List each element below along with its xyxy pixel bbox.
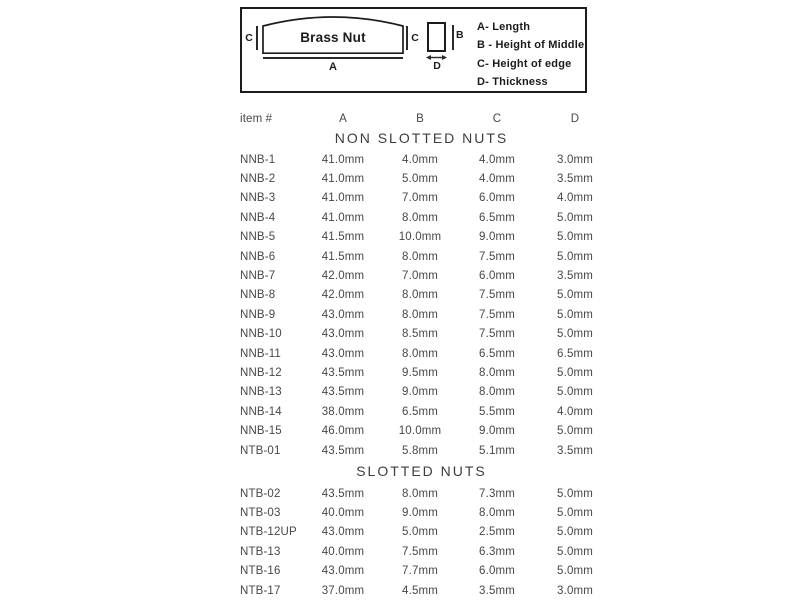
dimension-cell: 7.0mm (402, 270, 438, 283)
dimension-cell: 43.0mm (321, 347, 365, 360)
dimension-cell: 6.0mm (479, 192, 515, 205)
dimension-cell: 8.0mm (402, 308, 438, 321)
dimension-cell: 4.0mm (479, 153, 515, 166)
diagram-box (240, 7, 587, 93)
dimension-cell: 41.5mm (321, 250, 365, 263)
dimension-cell: 2.5mm (479, 526, 515, 539)
dimension-cell: 43.0mm (321, 308, 365, 321)
dimension-cell: 5.0mm (557, 308, 593, 321)
dimension-cell: 3.5mm (557, 173, 593, 186)
dimension-cell: 41.5mm (321, 231, 365, 244)
table-row (240, 169, 613, 188)
c-label-right: C (411, 32, 419, 44)
dimension-cell: 4.0mm (557, 405, 593, 418)
table-row (240, 363, 613, 382)
dimension-cell: 43.5mm (321, 444, 365, 457)
item-id-cell: NTB-01 (240, 444, 281, 457)
table-row (240, 344, 613, 363)
dimension-cell: 41.0mm (321, 192, 365, 205)
dimension-cell: 43.0mm (321, 328, 365, 341)
dimension-cell: 4.0mm (557, 192, 593, 205)
item-id-cell: NNB-14 (240, 405, 282, 418)
dimension-cell: 8.0mm (402, 347, 438, 360)
dimension-cell: 40.0mm (321, 545, 365, 558)
table-row (240, 503, 613, 522)
item-id-cell: NNB-6 (240, 250, 276, 263)
dimension-cell: 8.0mm (479, 386, 515, 399)
dimension-cell: 5.0mm (557, 289, 593, 302)
dimension-cell: 7.5mm (479, 308, 515, 321)
dimension-cell: 8.0mm (402, 211, 438, 224)
item-id-cell: NTB-02 (240, 487, 281, 500)
dimension-cell: 4.0mm (479, 173, 515, 186)
dimension-cell: 42.0mm (321, 270, 365, 283)
dimension-cell: 4.5mm (402, 584, 438, 597)
dimension-cell: 4.0mm (402, 153, 438, 166)
dimension-cell: 8.0mm (479, 507, 515, 520)
section-title-non-slotted: NON SLOTTED NUTS (334, 130, 509, 146)
table-row (240, 484, 613, 503)
dimension-cell: 41.0mm (321, 153, 365, 166)
header-col-c: C (492, 113, 502, 125)
a-dimension-line (263, 57, 403, 59)
dimension-cell: 6.0mm (479, 565, 515, 578)
table-row (240, 325, 613, 344)
dimension-cell: 5.0mm (557, 545, 593, 558)
item-id-cell: NNB-3 (240, 192, 276, 205)
dimension-cell: 9.5mm (402, 366, 438, 379)
dimension-cell: 10.0mm (398, 425, 442, 438)
dimension-cell: 8.0mm (479, 366, 515, 379)
c-dimension-line-right (406, 26, 408, 50)
dimension-cell: 5.0mm (402, 526, 438, 539)
dimension-cell: 5.0mm (557, 507, 593, 520)
dimension-cell: 43.5mm (321, 487, 365, 500)
item-id-cell: NNB-5 (240, 231, 276, 244)
dimension-cell: 38.0mm (321, 405, 365, 418)
dimension-cell: 7.5mm (479, 289, 515, 302)
item-id-cell: NNB-8 (240, 289, 276, 302)
table-row (240, 189, 613, 208)
header-col-d: D (570, 113, 580, 125)
dimension-cell: 6.5mm (557, 347, 593, 360)
dimension-cell: 9.0mm (479, 425, 515, 438)
dimension-cell: 6.0mm (479, 270, 515, 283)
dimension-cell: 5.0mm (557, 211, 593, 224)
item-id-cell: NNB-15 (240, 425, 282, 438)
dimension-cell: 41.0mm (321, 211, 365, 224)
dimension-cell: 5.0mm (557, 425, 593, 438)
dimension-cell: 5.0mm (557, 328, 593, 341)
dimension-cell: 5.0mm (557, 231, 593, 244)
table-row (240, 441, 613, 460)
dimension-cell: 5.0mm (557, 565, 593, 578)
dimension-cell: 9.0mm (402, 386, 438, 399)
table-row (240, 542, 613, 561)
dimension-cell: 7.5mm (479, 328, 515, 341)
item-id-cell: NNB-10 (240, 328, 282, 341)
section-rows-slotted (0, 484, 800, 600)
header-item-number: item # (240, 113, 273, 125)
table-row (240, 247, 613, 266)
item-id-cell: NTB-03 (240, 507, 281, 520)
legend-item-height-edge: C- Height of edge (477, 57, 572, 70)
dimension-cell: 5.8mm (402, 444, 438, 457)
dimension-cell: 43.0mm (321, 526, 365, 539)
item-id-cell: NNB-2 (240, 173, 276, 186)
dimension-cell: 3.5mm (557, 270, 593, 283)
table-row (240, 305, 613, 324)
dimension-cell: 10.0mm (398, 231, 442, 244)
dimension-cell: 6.3mm (479, 545, 515, 558)
item-id-cell: NTB-13 (240, 545, 281, 558)
item-id-cell: NNB-7 (240, 270, 276, 283)
table-row (240, 581, 613, 600)
dimension-cell: 5.0mm (557, 366, 593, 379)
dimension-cell: 5.1mm (479, 444, 515, 457)
dimension-cell: 8.5mm (402, 328, 438, 341)
a-label: A (329, 61, 337, 73)
dimension-cell: 9.0mm (402, 507, 438, 520)
dimension-cell: 6.5mm (402, 405, 438, 418)
table-row (240, 150, 613, 169)
dimension-cell: 43.5mm (321, 366, 365, 379)
table-row (240, 208, 613, 227)
table-row (240, 562, 613, 581)
dimension-cell: 5.0mm (557, 386, 593, 399)
dimension-cell: 5.0mm (557, 487, 593, 500)
item-id-cell: NNB-13 (240, 386, 282, 399)
item-id-cell: NNB-9 (240, 308, 276, 321)
dimension-cell: 5.5mm (479, 405, 515, 418)
dimension-cell: 7.5mm (402, 545, 438, 558)
table-row (240, 523, 613, 542)
item-id-cell: NNB-11 (240, 347, 281, 360)
b-label: B (456, 29, 464, 41)
legend-item-thickness: D- Thickness (477, 76, 548, 89)
dimension-cell: 7.7mm (402, 565, 438, 578)
table-row (240, 266, 613, 285)
header-col-b: B (416, 113, 424, 125)
dimension-cell: 37.0mm (321, 584, 365, 597)
dimension-cell: 9.0mm (479, 231, 515, 244)
dimension-cell: 7.5mm (479, 250, 515, 263)
table-row (240, 286, 613, 305)
c-dimension-line-left (256, 26, 258, 50)
table-row (240, 383, 613, 402)
table-row (240, 421, 613, 440)
nut-side-view-shape (427, 22, 446, 52)
table-header-row (240, 110, 613, 128)
dimension-cell: 3.5mm (557, 444, 593, 457)
dimension-cell: 3.0mm (557, 584, 593, 597)
section-title-slotted: SLOTTED NUTS (356, 463, 487, 479)
table-row (240, 228, 613, 247)
dimension-cell: 42.0mm (321, 289, 365, 302)
dimension-cell: 7.0mm (402, 192, 438, 205)
legend-item-length: A- Length (477, 21, 531, 33)
dimension-cell: 8.0mm (402, 289, 438, 302)
legend-item-height-middle: B - Height of Middle (477, 39, 585, 52)
item-id-cell: NTB-12UP (240, 526, 297, 539)
dimension-cell: 3.5mm (479, 584, 515, 597)
item-id-cell: NNB-1 (240, 153, 276, 166)
dimension-cell: 8.0mm (402, 487, 438, 500)
d-label: D (433, 60, 441, 72)
b-dimension-line (452, 25, 454, 50)
dimension-cell: 5.0mm (557, 250, 593, 263)
dimension-cell: 40.0mm (321, 507, 365, 520)
dimension-cell: 43.5mm (321, 386, 365, 399)
dimension-cell: 6.5mm (479, 211, 515, 224)
dimension-legend (477, 18, 583, 92)
c-label-left: C (245, 32, 253, 44)
dimension-cell: 41.0mm (321, 173, 365, 186)
section-rows-non-slotted (0, 150, 800, 460)
dimension-cell: 46.0mm (321, 425, 365, 438)
dimension-cell: 3.0mm (557, 153, 593, 166)
nut-label: Brass Nut (300, 30, 366, 45)
item-id-cell: NTB-17 (240, 584, 281, 597)
dimension-cell: 5.0mm (402, 173, 438, 186)
item-id-cell: NNB-4 (240, 211, 276, 224)
header-col-a: A (339, 113, 347, 125)
table-row (240, 402, 613, 421)
item-id-cell: NNB-12 (240, 366, 282, 379)
dimension-cell: 43.0mm (321, 565, 365, 578)
item-id-cell: NTB-16 (240, 565, 281, 578)
dimension-cell: 5.0mm (557, 526, 593, 539)
dimension-cell: 6.5mm (479, 347, 515, 360)
dimension-cell: 7.3mm (479, 487, 515, 500)
dimension-cell: 8.0mm (402, 250, 438, 263)
